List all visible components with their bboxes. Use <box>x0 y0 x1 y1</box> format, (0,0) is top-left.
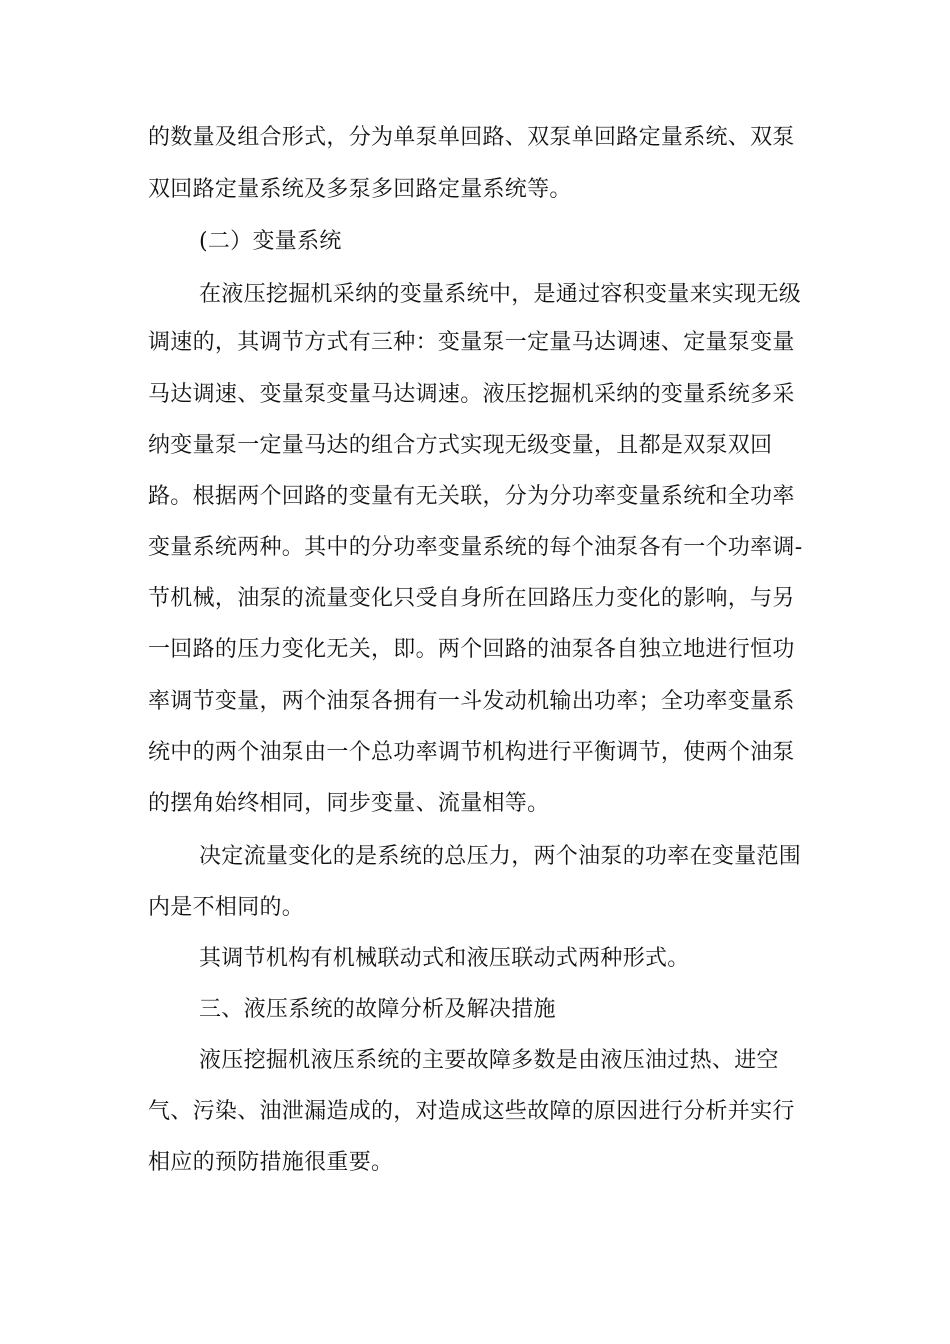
paragraph-line: 统中的两个油泵由一个总功率调节机构进行平衡调节，使两个油泵 <box>148 740 795 765</box>
paragraph-line: 变量系统两种。其中的分功率变量系统的每个油泵各有一个功率调- <box>148 535 803 560</box>
paragraph-line: 内是不相同的。 <box>148 895 305 920</box>
paragraph-line: 的数量及组合形式，分为单泵单回路、双泵单回路定量系统、双泵 <box>148 125 795 150</box>
section-heading: 三、液压系统的故障分析及解决措施 <box>199 997 556 1022</box>
paragraph-line: 马达调速、变量泵变量马达调速。液压挖掘机采纳的变量系统多采 <box>148 382 795 407</box>
paragraph-line: 其调节机构有机械联动式和液压联动式两种形式。 <box>199 946 690 971</box>
paragraph-line: 液压挖掘机液压系统的主要故障多数是由液压油过热、进空 <box>199 1048 779 1073</box>
paragraph-line: 节机械，油泵的流量变化只受自身所在回路压力变化的影响，与另 <box>148 586 795 611</box>
paragraph-line: 相应的预防措施很重要。 <box>148 1150 394 1175</box>
paragraph-line: 纳变量泵一定量马达的组合方式实现无级变量，且都是双泵双回 <box>148 433 773 458</box>
paragraph-line: 双回路定量系统及多泵多回路定量系统等。 <box>148 177 572 202</box>
paragraph-line: 路。根据两个回路的变量有无关联，分为分功率变量系统和全功率 <box>148 484 795 509</box>
paragraph-line: 调速的，其调节方式有三种：变量泵一定量马达调速、定量泵变量 <box>148 330 795 355</box>
paragraph-line: 气、污染、油泄漏造成的，对造成这些故障的原因进行分析并实行 <box>148 1099 795 1124</box>
paragraph-line: 率调节变量，两个油泵各拥有一斗发动机输出功率；全功率变量系 <box>148 689 795 714</box>
paragraph-line: 一回路的压力变化无关，即。两个回路的油泵各自独立地进行恒功 <box>148 637 795 662</box>
section-heading: (二）变量系统 <box>199 229 342 254</box>
paragraph-line: 决定流量变化的是系统的总压力，两个油泵的功率在变量范围 <box>199 844 802 869</box>
paragraph-line: 的摆角始终相同，同步变量、流量相等。 <box>148 791 550 816</box>
paragraph-line: 在液压挖掘机采纳的变量系统中，是通过容积变量来实现无级 <box>199 282 802 307</box>
